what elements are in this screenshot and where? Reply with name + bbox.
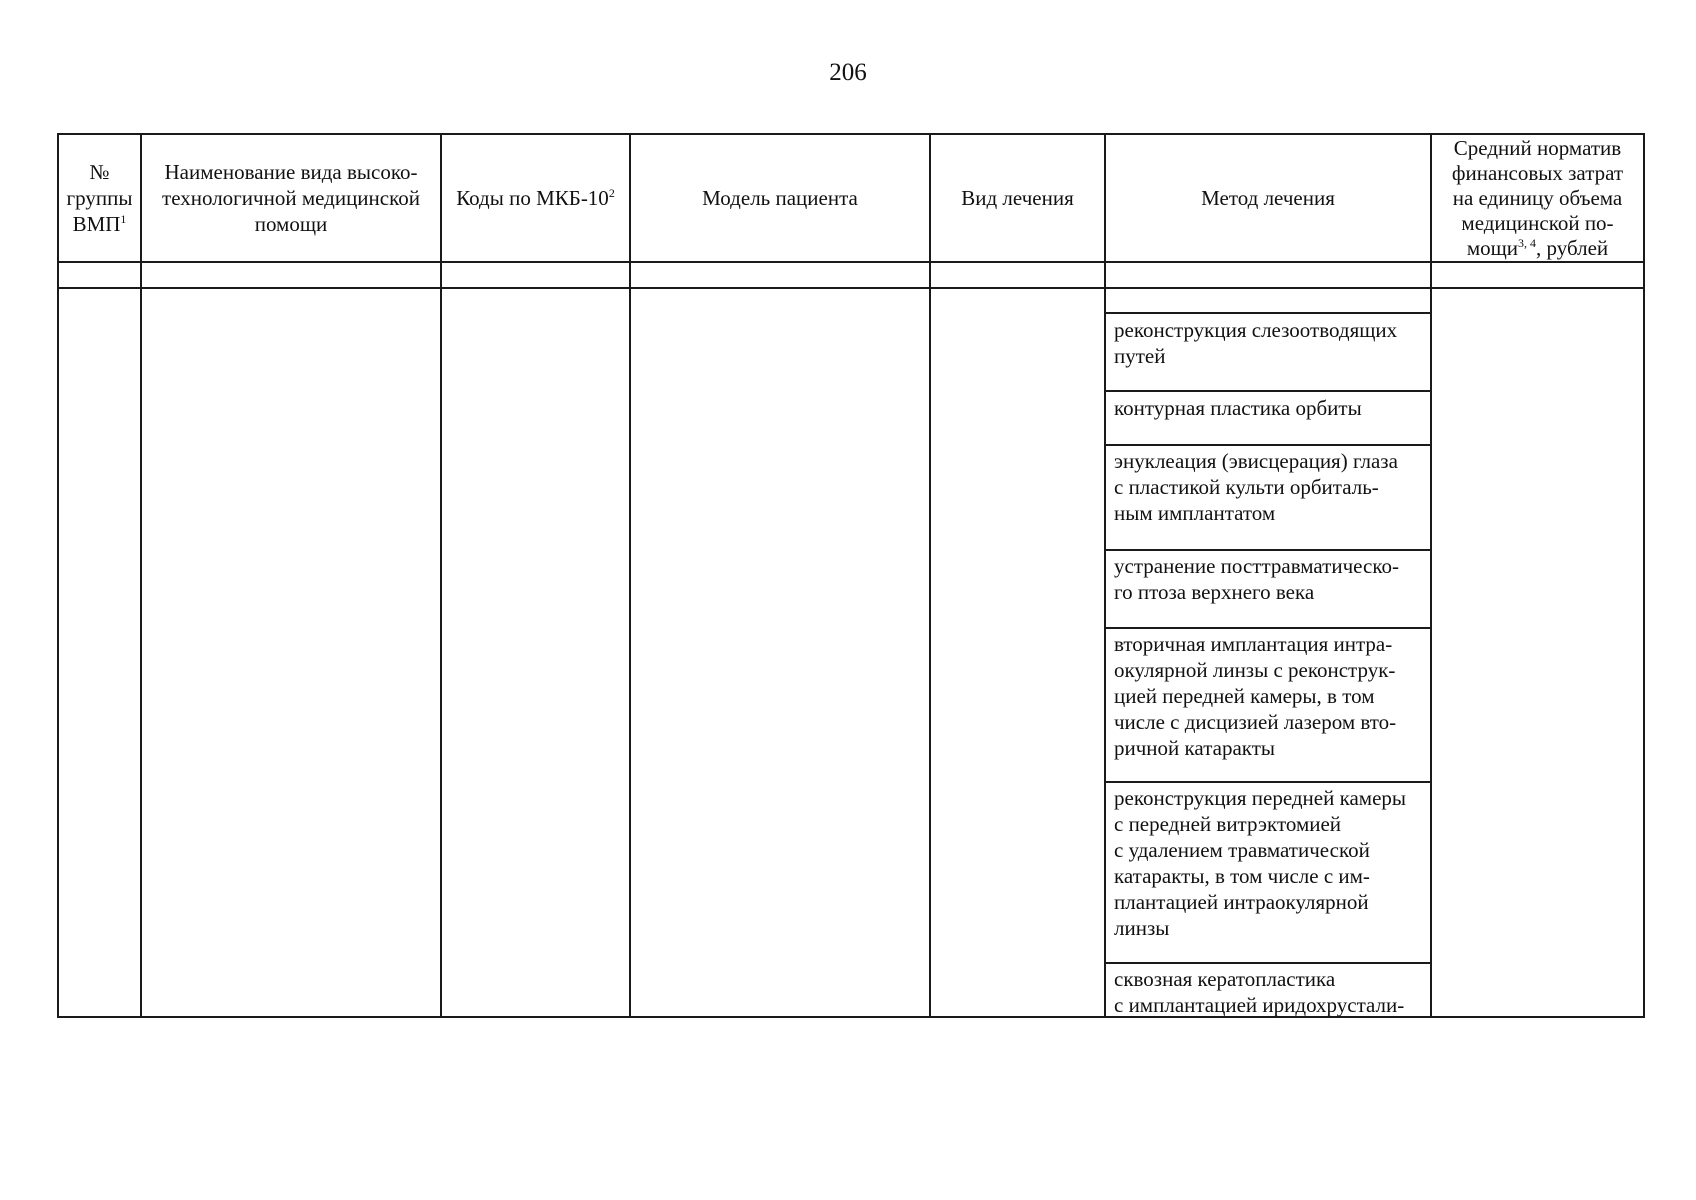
method-row-separator — [1106, 390, 1431, 392]
column-border-4 — [929, 133, 931, 1018]
header-average-cost — [1432, 135, 1643, 261]
method-row-separator — [1106, 312, 1431, 314]
header-treatment-type: Вид лечения — [961, 186, 1074, 210]
column-border-1 — [140, 133, 142, 1018]
header-group-number-line-2: группы — [66, 186, 133, 210]
header-icd-codes: Коды по МКБ-$10^2$ — [456, 186, 615, 210]
header-average-cost-line-1: Средний норматив — [1453, 135, 1622, 160]
column-border-3 — [629, 133, 631, 1018]
method-item-enucleation: энуклеация (эвисцерация) глаза с пластикой культи орбиталь- ным имплантатом — [1114, 449, 1398, 525]
header-care-type-name-line-3: помощи — [254, 212, 328, 236]
column-border-2 — [440, 133, 442, 1018]
method-item-secondary-iol-implantation: вторичная имплантация интра- окулярной линзы с реконструк- цией передней камеры, в том числе с дисцизией лазером вто- ричной катаракты — [1114, 632, 1397, 760]
method-item-anterior-chamber-reconstruction: реконструкция передней камеры с передней витрэктомией с удалением травматической катаракты, в том числе с им- плантацией интраокулярной линзы — [1114, 786, 1407, 940]
header-group-number — [59, 135, 140, 261]
header-care-type-name-line-1: Наименование вида высоко- — [164, 160, 418, 184]
header-average-cost-line-4: медицинской по- — [1461, 210, 1614, 235]
header-average-cost-line-5: мощи$^{3, 4}$, рублей — [1466, 235, 1609, 260]
footnote-ref-1: 1 — [120, 212, 127, 226]
method-row-separator — [1106, 549, 1431, 551]
header-group-number-line-3: ВМП$^1$ — [72, 212, 127, 236]
method-item-tear-duct-reconstruction: реконструкция слезоотводящих путей — [1114, 318, 1398, 368]
method-item-penetrating-keratoplasty: сквозная кератопластика с имплантацией иридохрустали- — [1114, 967, 1405, 1017]
header-average-cost-line-3: на единицу объема — [1452, 185, 1623, 210]
header-care-type-name-line-2: технологичной медицинской — [162, 186, 420, 210]
footnote-ref-2: 2 — [608, 186, 615, 200]
header-group-number-line-1: № — [89, 160, 110, 184]
footnote-ref-3-4: 3, 4 — [1518, 235, 1537, 250]
method-row-separator — [1106, 781, 1431, 783]
treatment-table — [57, 133, 1645, 1018]
header-bottom-border — [57, 261, 1645, 263]
header-treatment-method: Метод лечения — [1201, 186, 1335, 210]
method-row-separator — [1106, 627, 1431, 629]
method-row-separator — [1106, 962, 1431, 964]
column-border-0 — [57, 133, 59, 1018]
method-row-separator — [1106, 444, 1431, 446]
column-border-7 — [1643, 133, 1645, 1018]
column-border-5 — [1104, 133, 1106, 1018]
method-item-ptosis-correction: устранение посттравматическо- го птоза верхнего века — [1114, 554, 1399, 604]
method-item-orbit-contour-plasty: контурная пластика орбиты — [1114, 396, 1362, 420]
numbering-row-bottom-border — [57, 287, 1645, 289]
header-patient-model: Модель пациента — [702, 186, 858, 210]
header-average-cost-line-2: финансовых затрат — [1451, 160, 1624, 185]
page-number: 206 — [829, 59, 867, 86]
header-care-type-name — [142, 135, 440, 261]
